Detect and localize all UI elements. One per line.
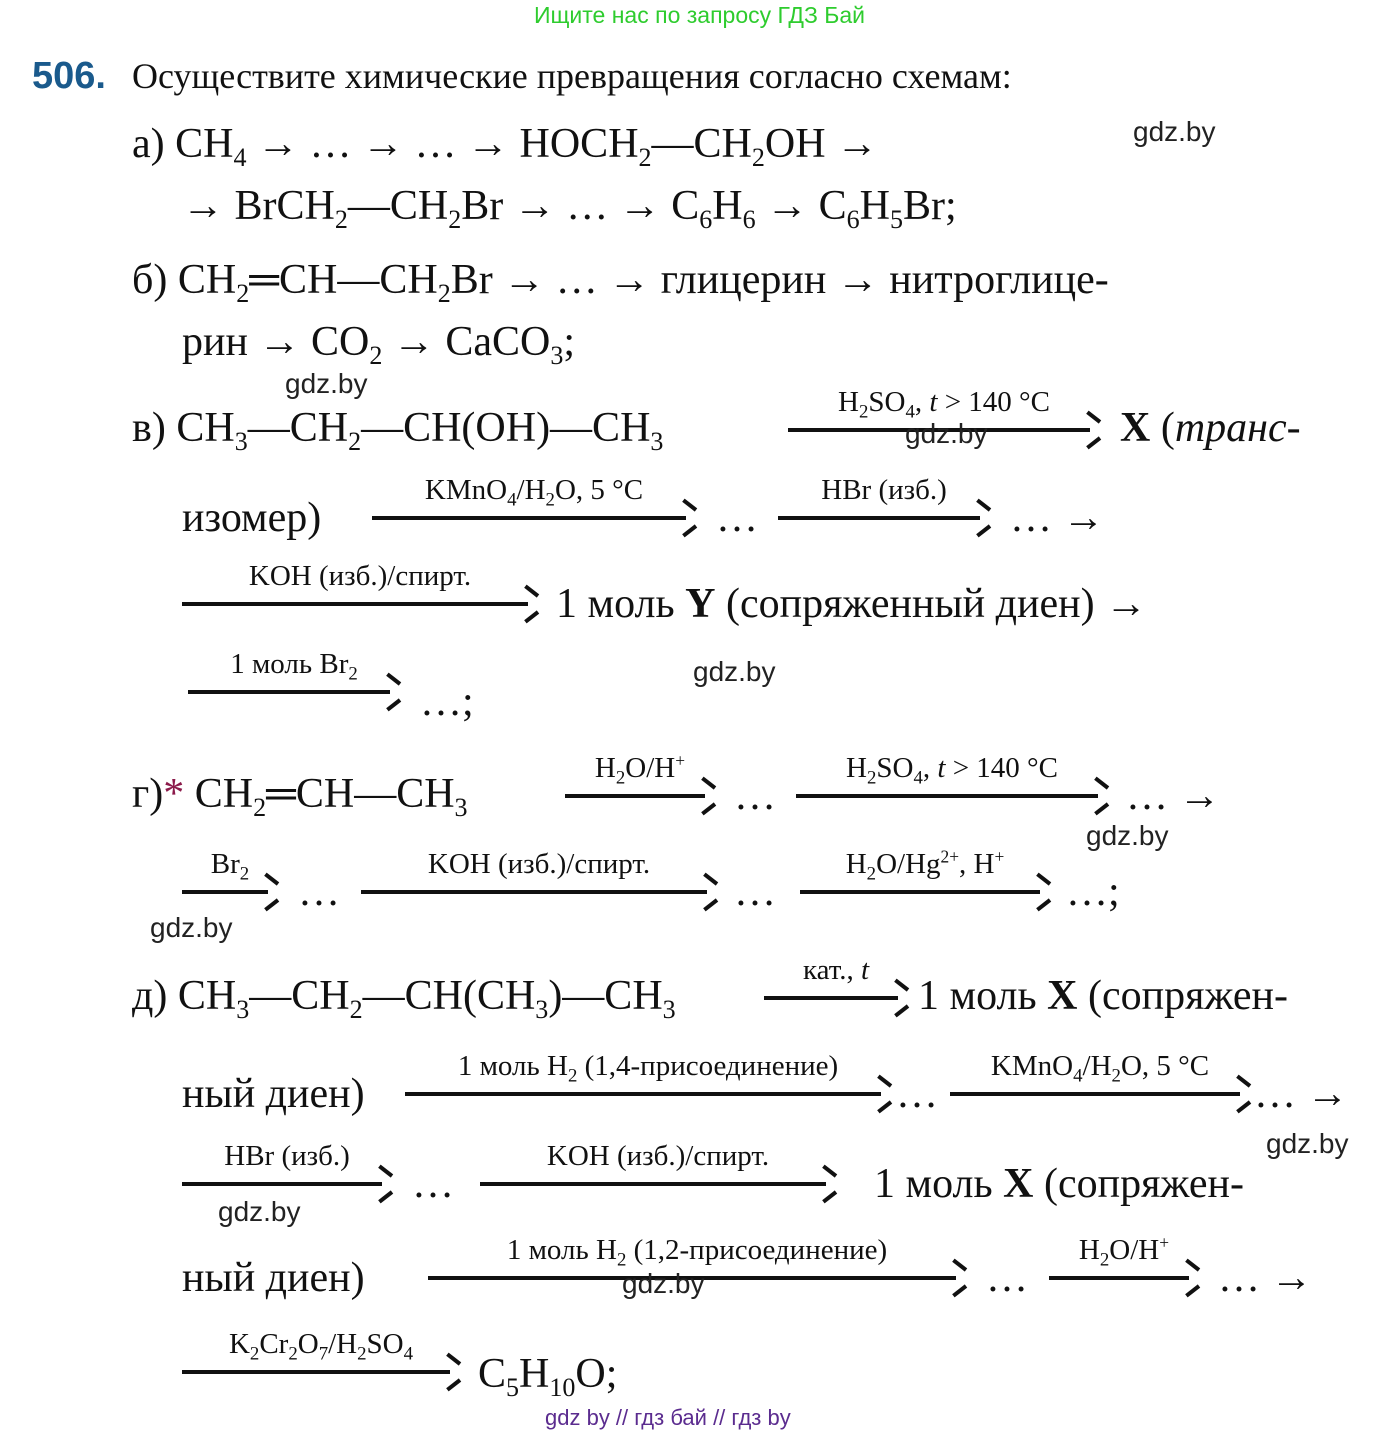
- reaction-condition: $H_2SO_4$, t > 140 °C: [846, 752, 1058, 789]
- reaction-arrow: [565, 750, 715, 798]
- product-ellipsis: …;: [1066, 869, 1120, 915]
- product-ellipsis: …: [412, 1161, 454, 1207]
- watermark: gdz.by: [905, 418, 988, 449]
- product-x-trans: X (транс-: [1120, 405, 1301, 451]
- scheme-d-line-1: д) $CH_3—CH_2—CH(CH_3)—CH_3$: [132, 973, 676, 1025]
- reaction-arrow: [405, 1050, 891, 1096]
- product-x-diene: 1 моль X (сопряжен-: [918, 973, 1288, 1019]
- reaction-condition: $H_2SO_4$, t > 140 °C: [838, 386, 1050, 423]
- watermark: gdz.by: [622, 1268, 705, 1299]
- reaction-arrow: [361, 848, 717, 894]
- reaction-condition: кат., t: [802, 954, 870, 986]
- reaction-arrow: [372, 474, 696, 520]
- watermark: gdz.by: [218, 1196, 301, 1227]
- product-ellipsis: …: [896, 1071, 938, 1117]
- reaction-arrow: [480, 1140, 836, 1186]
- product-ellipsis: …: [716, 495, 758, 541]
- dien-text: ный диен): [182, 1071, 365, 1117]
- scheme-label: г): [132, 771, 164, 817]
- product-ellipsis: … →: [1126, 773, 1221, 819]
- reaction-arrow: [182, 1140, 392, 1186]
- scheme-b-line-1: б) $CH_2═CH—CH_2Br$ → … → глицерин → нитроглице-: [132, 257, 1109, 309]
- reaction-condition: 1 моль $H_2$ (1,4-присоединение): [457, 1050, 839, 1087]
- reaction-arrow: [950, 1050, 1250, 1096]
- izomer-text: изомер): [182, 495, 322, 541]
- product-ellipsis: … →: [1254, 1071, 1349, 1117]
- reaction-arrow: [778, 474, 990, 520]
- product-ellipsis: … →: [1218, 1255, 1313, 1301]
- product-ellipsis: …: [734, 773, 776, 819]
- reaction-arrow: [182, 848, 278, 894]
- difficulty-star-icon: *: [163, 771, 185, 817]
- reaction-arrow: [796, 752, 1108, 798]
- scheme-label: в): [132, 405, 166, 451]
- scheme-label: а): [132, 121, 165, 167]
- task-number: 506.: [32, 55, 106, 97]
- dien-text: ный диен): [182, 1255, 365, 1301]
- product-ellipsis: … →: [1010, 495, 1105, 541]
- product-ellipsis: …: [986, 1255, 1028, 1301]
- reaction-arrow: [1049, 1232, 1199, 1280]
- reaction-condition: $KMnO_4/H_2O$, 5 °C: [990, 1050, 1210, 1087]
- search-banner: Ищите нас по запросу ГДЗ Бай: [533, 2, 866, 28]
- watermark: gdz.by: [285, 368, 368, 399]
- product-ellipsis: …: [734, 869, 776, 915]
- final-product: $C_5H_{10}O$;: [478, 1351, 618, 1403]
- reaction-condition: HBr (изб.): [821, 474, 947, 506]
- watermark: gdz.by: [1133, 116, 1216, 147]
- reaction-condition: $KMnO_4/H_2O$, 5 °C: [424, 474, 644, 511]
- reaction-condition: KOH (изб.)/спирт.: [427, 848, 651, 880]
- reaction-arrow: [800, 846, 1050, 894]
- reaction-condition: $H_2O/H^+$: [1078, 1232, 1170, 1271]
- reaction-condition: $Br_2$: [210, 848, 250, 885]
- scheme-v-line-1: в) $CH_3—CH_2—CH(OH)—CH_3$: [132, 405, 664, 457]
- scheme-label: б): [132, 257, 168, 303]
- reaction-condition: HBr (изб.): [224, 1140, 350, 1172]
- watermark: gdz.by: [1266, 1128, 1349, 1159]
- reaction-arrow: [188, 648, 400, 694]
- reaction-condition: $K_2Cr_2O_7/H_2SO_4$: [228, 1328, 414, 1365]
- reaction-condition: $H_2O/H^+$: [594, 750, 686, 789]
- reaction-condition: 1 моль $H_2$ (1,2-присоединение): [506, 1234, 888, 1271]
- reaction-condition: KOH (изб.)/спирт.: [248, 560, 472, 592]
- product-ellipsis: …: [298, 869, 340, 915]
- reaction-arrow: [764, 954, 908, 1000]
- watermark: gdz.by: [693, 656, 776, 687]
- scheme-label: д): [132, 973, 168, 1019]
- product-ellipsis: …;: [420, 679, 474, 725]
- product-x-diene: 1 моль X (сопряжен-: [874, 1161, 1244, 1207]
- product-y-diene: 1 моль Y (сопряженный диен) →: [556, 581, 1148, 627]
- watermark: gdz.by: [1086, 820, 1169, 851]
- reaction-arrow: [182, 1328, 460, 1374]
- watermark: gdz.by: [150, 912, 233, 943]
- reaction-condition: 1 моль $Br_2$: [230, 648, 358, 685]
- scheme-a-line-1: а) $CH_4$ → … → … → $HOCH_2—CH_2OH$ →: [132, 121, 879, 173]
- scheme-a-line-2: → $BrCH_2—CH_2Br$ → … → $C_6H_6 \to C_6H_5Br$;: [182, 183, 957, 235]
- task-title: Осуществите химические превращения согласно схемам:: [132, 56, 1012, 96]
- reaction-condition: KOH (изб.)/спирт.: [546, 1140, 770, 1172]
- scheme-b-line-2: рин → $CO_2$ → CaCO$_3$;: [182, 319, 576, 371]
- footer-watermark: gdz by // гдз бай // гдз by: [545, 1405, 791, 1430]
- scheme-g-line-1: г)* $CH_2═CH—CH_3$: [132, 771, 468, 823]
- reaction-condition: $H_2O/Hg^{2+}$, H+: [845, 846, 1005, 885]
- reaction-arrow: [182, 560, 538, 606]
